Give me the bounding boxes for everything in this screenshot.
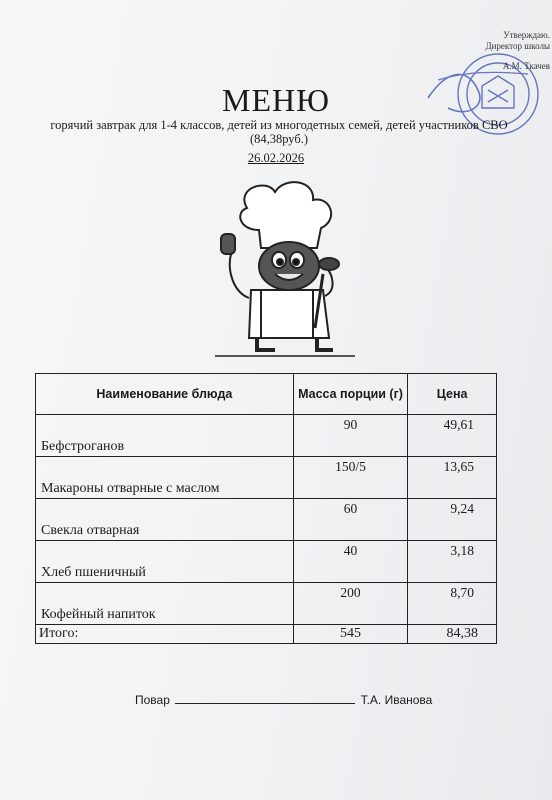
- approval-line-2: Директор школы: [485, 41, 550, 51]
- table-header-row: [36, 374, 497, 415]
- approval-signer: А.М. Ткачев: [502, 61, 550, 71]
- chef-illustration-icon: [205, 178, 365, 358]
- approval-block: [440, 30, 550, 72]
- col-price: Цена: [408, 374, 497, 415]
- menu-table: [35, 373, 497, 644]
- page-title: МЕНЮ: [222, 82, 330, 118]
- dish-price: 3,18: [408, 541, 497, 583]
- col-portion-mass: Масса порции (г): [293, 374, 407, 415]
- dish-mass: 60: [293, 499, 407, 541]
- menu-date: 26.02.2026: [247, 151, 305, 165]
- dish-mass: 200: [293, 583, 407, 625]
- total-mass: 545: [293, 625, 407, 644]
- col-dish-name: Наименование блюда: [36, 374, 294, 415]
- cook-role: Повар: [135, 693, 170, 707]
- dish-name: Кофейный напиток: [36, 583, 294, 625]
- dish-name: Свекла отварная: [36, 499, 294, 541]
- dish-price: 49,61: [408, 415, 497, 457]
- cook-signature: [135, 693, 432, 707]
- dish-name: Хлеб пшеничный: [36, 541, 294, 583]
- dish-price: 13,65: [408, 457, 497, 499]
- signature-line: [175, 703, 355, 704]
- approval-line-1: Утверждаю.: [503, 30, 550, 40]
- dish-mass: 150/5: [293, 457, 407, 499]
- dish-name: Бефстроганов: [36, 415, 294, 457]
- dish-name: Макароны отварные с маслом: [36, 457, 294, 499]
- table-row: [36, 415, 497, 457]
- menu-subtitle: горячий завтрак для 1-4 классов, детей из многодетных семей, детей участников СВО (84,38руб.): [50, 118, 508, 146]
- dish-mass: 40: [293, 541, 407, 583]
- table-row: [36, 583, 497, 625]
- total-row: [36, 625, 497, 644]
- total-label: Итого:: [36, 625, 294, 644]
- dish-price: 9,24: [408, 499, 497, 541]
- cook-name: Т.А. Иванова: [360, 693, 433, 707]
- table-row: [36, 541, 497, 583]
- dish-price: 8,70: [408, 583, 497, 625]
- table-row: [36, 499, 497, 541]
- table-row: [36, 457, 497, 499]
- total-price: 84,38: [408, 625, 497, 644]
- dish-mass: 90: [293, 415, 407, 457]
